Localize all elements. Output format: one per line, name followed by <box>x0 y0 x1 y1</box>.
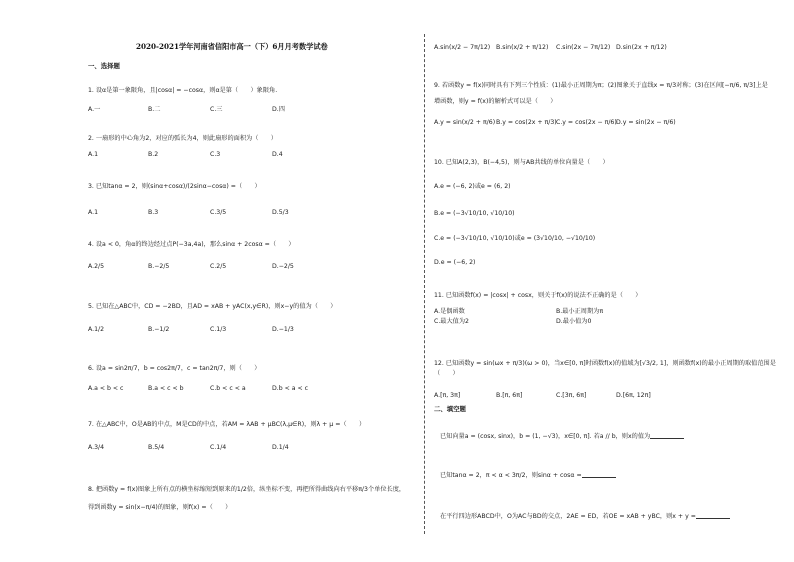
option-c: C.sin(2x − 7π/12) <box>556 44 611 51</box>
option-d: D.y = sin(2x − π/6) <box>616 119 676 126</box>
question-stem: 11. 已知函数f(x) = |cosx| + cosx，则关于f(x)的说法不正确的是（ ） <box>434 292 642 299</box>
question-13 <box>440 432 684 441</box>
option-c: C.b < c < a <box>210 385 246 392</box>
left-column <box>88 0 410 562</box>
question-stem: 3. 已知tanα = 2，则(sinα+cosα)/(2sinα−cosα) =（ ） <box>88 183 261 190</box>
option-c: C.y = cos(2x − π/6) <box>556 119 617 126</box>
option-b: B.−2/5 <box>148 263 170 270</box>
option-d: D.4 <box>272 151 283 158</box>
question-stem: 6. 设a = sin2π/7，b = cos2π/7，c = tan2π/7，则（ ） <box>88 365 261 372</box>
question-stem-continued: （ ） <box>434 370 459 377</box>
option-a: A.3/4 <box>88 444 105 451</box>
question-stem: 12. 已知函数y = sin(ωx + π/3)(ω > 0)，当x∈[0, π]时函数f(x)的值域为[√3/2, 1]，则函数f(x)的最小正周期的取值范围是 <box>434 360 776 367</box>
question-15 <box>440 512 730 521</box>
answer-blank <box>650 432 684 439</box>
option-d: D.b < a < c <box>272 385 309 392</box>
option-c: C.1/3 <box>210 326 227 333</box>
option-d: D.[6π, 12π] <box>616 392 651 399</box>
column-divider <box>424 34 425 534</box>
option-d: D.−1/3 <box>272 326 294 333</box>
question-14 <box>440 471 616 480</box>
option-b: B.5/4 <box>148 444 165 451</box>
option-b: B.[π, 6π] <box>496 392 523 399</box>
option-a: A.2/5 <box>88 263 105 270</box>
option-d: D.四 <box>272 106 285 113</box>
exam-title: 2020-2021学年河南省信阳市高一（下）6月月考数学试卷 <box>136 42 328 51</box>
option-a: A.a < b < c <box>88 385 124 392</box>
option-b: B.sin(x/2 + π/12) <box>496 44 549 51</box>
option-d: D.5/3 <box>272 209 289 216</box>
option-c: C.3/5 <box>210 209 227 216</box>
answer-blank <box>582 471 616 478</box>
question-stem: 10. 已知A(2,3)，B(−4,5)，则与AB共线的单位向量是（ ） <box>434 159 609 166</box>
question-stem-continued: 增函数，则y = f(x)的解析式可以是（ ） <box>434 98 557 105</box>
option-d: D.最小值为0 <box>556 318 592 325</box>
option-c: C.最大值为2 <box>434 318 469 325</box>
option-d: D.−2/5 <box>272 263 294 270</box>
question-stem: 1. 设α是第一象限角，且|cosα| = −cosα，则α是第（ ）象限角. <box>88 87 278 94</box>
section-multiple-choice: 一、选择题 <box>88 62 120 70</box>
option-a: A.1/2 <box>88 326 105 333</box>
question-stem: 5. 已知在△ABC中，CD = −2BD，且AD = xAB + yAC(x,y∈R)，则x−y的值为（ ） <box>88 303 337 310</box>
option-c: C.1/4 <box>210 444 227 451</box>
option-c: C.2/5 <box>210 263 227 270</box>
option-d: D.sin(2x + π/12) <box>616 44 667 51</box>
question-stem: 7. 在△ABC中，O是AB的中点，M是CD的中点，若AM = λAB + μBC(λ,μ∈R)，则λ + μ =（ ） <box>88 421 366 428</box>
option-c: C.e = (−3√10/10, √10/10)或e = (3√10/10, −√10/10) <box>434 235 596 242</box>
option-a: A.e = (−6, 2)或e = (6, 2) <box>434 183 511 190</box>
option-b: B.y = cos(2x + π/3) <box>496 119 557 126</box>
option-b: B.a < c < b <box>148 385 184 392</box>
question-stem: 2. 一扇形的中心角为2，对应的弧长为4，则此扇形的面积为（ ） <box>88 135 277 142</box>
option-a: A.1 <box>88 151 99 158</box>
option-c: C.[3π, 6π] <box>556 392 587 399</box>
option-b: B.二 <box>148 106 161 113</box>
right-column <box>434 0 774 562</box>
option-a: A.y = sin(x/2 + π/6) <box>434 119 496 126</box>
option-a: A.是偶函数 <box>434 308 465 315</box>
option-a: A.一 <box>88 106 101 113</box>
option-b: B.2 <box>148 151 159 158</box>
answer-blank <box>696 512 730 519</box>
question-stem: 在平行四边形ABCD中，O为AC与BD的交点，2AE = ED，若OE = xAB + yBC，则x + y = <box>440 513 696 520</box>
option-b: B.3 <box>148 209 159 216</box>
option-b: B.最小正周期为π <box>556 308 604 315</box>
option-b: B.e = (−3√10/10, √10/10) <box>434 210 515 217</box>
question-stem: 已知tanα = 2，π < α < 3π/2，则sinα + cosα = <box>440 472 582 479</box>
section-fill-in-blank: 二、填空题 <box>434 405 466 413</box>
option-c: C.3 <box>210 151 221 158</box>
option-a: A.1 <box>88 209 99 216</box>
question-stem: 9. 若函数y = f(x)同时具有下列三个性质：(1)最小正周期为π；(2)图象关于直线x = π/3对称；(3)在区间[−π/6, π/3]上是 <box>434 82 768 89</box>
question-stem-continued: 得到函数y = sin(x−π/4)的图象，则f(x) =（ ） <box>88 504 232 511</box>
question-stem: 8. 把函数y = f(x)图象上所有点的横坐标缩短到原来的1/2倍，纵坐标不变，再把所得曲线向右平移π/3个单位长度， <box>88 486 406 493</box>
option-b: B.−1/2 <box>148 326 170 333</box>
option-a: A.sin(x/2 − 7π/12) <box>434 44 491 51</box>
option-d: D.1/4 <box>272 444 289 451</box>
question-stem: 4. 设a < 0，角α的终边经过点P(−3a,4a)，那么sinα + 2cosα =（ ） <box>88 241 295 248</box>
option-d: D.e = (−6, 2) <box>434 259 476 266</box>
question-stem: 已知向量a = (cosx, sinx)，b = (1, −√3)，x∈[0, π]. 若a // b，则x的值为 <box>440 433 651 440</box>
option-c: C.三 <box>210 106 223 113</box>
option-a: A.[π, 3π] <box>434 392 461 399</box>
